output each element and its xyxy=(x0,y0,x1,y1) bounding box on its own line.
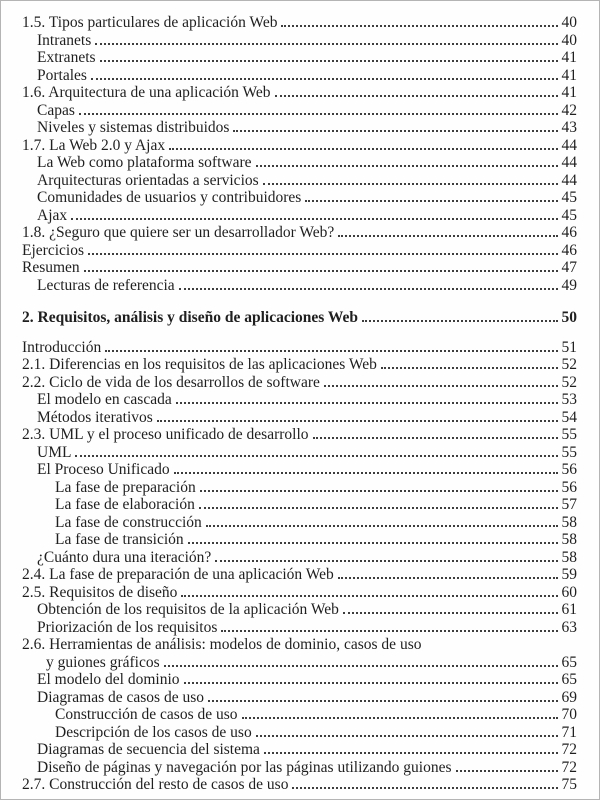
toc-entry xyxy=(22,84,577,102)
entry-page-number: 52 xyxy=(561,356,577,373)
toc-entry xyxy=(22,172,577,190)
toc-entry xyxy=(22,154,577,172)
dotted-leader xyxy=(184,682,558,684)
entry-page-number: 51 xyxy=(561,338,577,356)
toc-chapter-heading xyxy=(22,309,577,327)
entry-title: Capas xyxy=(37,101,75,119)
entry-page-number: 40 xyxy=(561,31,577,49)
toc-entry xyxy=(22,391,577,409)
entry-page-number: 53 xyxy=(561,391,577,408)
toc-entry xyxy=(22,277,577,295)
dotted-leader xyxy=(88,253,558,255)
entry-title: 1.8. ¿Seguro que quiere ser un desarrollador Web? xyxy=(22,224,335,241)
entry-page-number: 72 xyxy=(561,758,577,776)
dotted-leader xyxy=(256,165,558,167)
dotted-leader xyxy=(188,542,558,544)
dotted-leader xyxy=(91,78,558,80)
entry-page-number: 46 xyxy=(561,241,577,259)
toc-entry xyxy=(22,479,577,497)
dotted-leader xyxy=(200,490,558,492)
dotted-leader xyxy=(174,472,558,474)
dotted-leader xyxy=(456,770,558,772)
entry-title: La Web como plataforma software xyxy=(37,154,252,171)
toc-entry xyxy=(22,102,577,120)
entry-title: ¿Cuánto dura una iteración? xyxy=(37,548,212,566)
entry-title: El modelo del dominio xyxy=(37,671,180,688)
dotted-leader xyxy=(95,43,557,45)
entry-title: La fase de preparación xyxy=(55,478,196,496)
toc-entry xyxy=(22,776,577,794)
toc-entry xyxy=(22,619,577,637)
entry-page-number: 69 xyxy=(561,688,577,706)
dotted-leader xyxy=(100,60,558,62)
entry-title: Diagramas de casos de uso xyxy=(37,688,205,706)
entry-page-number: 75 xyxy=(561,776,577,793)
toc-entry xyxy=(22,119,577,137)
toc-entry xyxy=(22,242,577,260)
dotted-leader xyxy=(206,525,558,527)
entry-title: La fase de elaboración xyxy=(55,496,195,513)
entry-title: Niveles y sistemas distribuidos xyxy=(37,119,230,136)
dotted-leader xyxy=(181,595,557,597)
dotted-leader xyxy=(233,130,557,132)
dotted-leader xyxy=(79,113,558,115)
dotted-leader xyxy=(305,200,557,202)
dotted-leader xyxy=(324,385,558,387)
toc-entry xyxy=(22,461,577,479)
entry-title: Construcción de casos de uso xyxy=(55,706,238,723)
dotted-leader xyxy=(199,507,558,509)
dotted-leader xyxy=(71,218,557,220)
entry-page-number: 44 xyxy=(561,136,577,154)
entry-title: Obtención de los requisitos de la aplicación Web xyxy=(37,601,339,618)
entry-page-number: 50 xyxy=(561,309,577,326)
entry-page-number: 40 xyxy=(561,14,577,31)
toc-entry xyxy=(22,601,577,619)
entry-page-number: 65 xyxy=(561,653,577,671)
entry-page-number: 65 xyxy=(561,671,577,688)
entry-page-number: 52 xyxy=(561,373,577,391)
toc-entry xyxy=(22,339,577,357)
dotted-leader xyxy=(263,183,558,185)
entry-page-number: 58 xyxy=(561,531,577,548)
toc-entry xyxy=(22,32,577,50)
entry-title: Lecturas de referencia xyxy=(37,276,175,294)
entry-page-number: 57 xyxy=(561,496,577,513)
entry-page-number: 41 xyxy=(561,84,577,101)
entry-title: La fase de construcción xyxy=(55,513,202,531)
dotted-leader xyxy=(275,95,558,97)
entry-title: 2.6. Herramientas de análisis: modelos de dominio, casos de uso xyxy=(22,636,422,653)
dotted-leader xyxy=(242,717,558,719)
entry-title: El Proceso Unificado xyxy=(37,461,170,478)
entry-page-number: 56 xyxy=(561,478,577,496)
entry-page-number: 70 xyxy=(561,706,577,723)
entry-title: 2.5. Requisitos de diseño xyxy=(22,583,178,601)
entry-title: 2.4. La fase de preparación de una aplicación Web xyxy=(22,566,334,583)
dotted-leader xyxy=(292,787,557,789)
dotted-leader xyxy=(281,25,557,27)
entry-page-number: 42 xyxy=(561,101,577,119)
dotted-leader xyxy=(157,420,558,422)
toc-entry xyxy=(22,689,577,707)
entry-title: 2.3. UML y el proceso unificado de desarrollo xyxy=(22,426,309,443)
dotted-leader xyxy=(313,437,558,439)
entry-title: Diseño de páginas y navegación por las páginas utilizando guiones xyxy=(37,758,452,776)
entry-title: Arquitecturas orientadas a servicios xyxy=(37,171,259,189)
entry-page-number: 49 xyxy=(561,276,577,294)
entry-page-number: 56 xyxy=(561,461,577,478)
toc-entry xyxy=(22,671,577,689)
toc-entry xyxy=(22,14,577,32)
toc-entry xyxy=(22,496,577,514)
dotted-leader xyxy=(84,270,558,272)
toc-entry xyxy=(22,654,577,672)
dotted-leader xyxy=(338,235,557,237)
entry-title: Ejercicios xyxy=(22,241,84,259)
dotted-leader xyxy=(169,148,557,150)
entry-page-number: 60 xyxy=(561,583,577,601)
toc-entry xyxy=(22,741,577,759)
toc-entry xyxy=(22,636,577,654)
entry-page-number: 63 xyxy=(561,618,577,636)
dotted-leader xyxy=(256,735,558,737)
toc-entry xyxy=(22,531,577,549)
dotted-leader xyxy=(343,612,558,614)
entry-title: Extranets xyxy=(37,49,96,66)
toc-entry xyxy=(22,444,577,462)
entry-page-number: 47 xyxy=(561,259,577,276)
entry-page-number: 44 xyxy=(561,171,577,189)
toc-entry xyxy=(22,356,577,374)
dotted-leader xyxy=(176,402,558,404)
dotted-leader xyxy=(164,665,558,667)
entry-page-number: 71 xyxy=(561,723,577,741)
entry-page-number: 45 xyxy=(561,206,577,224)
toc-entry xyxy=(22,514,577,532)
entry-title: Priorización de los requisitos xyxy=(37,618,218,636)
entry-title: Portales xyxy=(37,66,87,84)
dotted-leader xyxy=(105,350,557,352)
entry-title: y guiones gráficos xyxy=(46,653,160,671)
entry-title: La fase de transición xyxy=(55,531,184,548)
entry-title: El modelo en cascada xyxy=(37,391,172,408)
toc-entry xyxy=(22,549,577,567)
toc-entry xyxy=(22,189,577,207)
entry-title: Descripción de los casos de uso xyxy=(55,723,252,741)
entry-title: Resumen xyxy=(22,259,80,276)
entry-page-number: 54 xyxy=(561,408,577,426)
entry-page-number: 55 xyxy=(561,443,577,461)
toc-entry xyxy=(22,426,577,444)
dotted-leader xyxy=(75,455,557,457)
entry-title: Diagramas de secuencia del sistema xyxy=(37,741,260,758)
toc-entry xyxy=(22,207,577,225)
dotted-leader xyxy=(221,630,557,632)
toc-entry xyxy=(22,759,577,777)
dotted-leader xyxy=(179,288,558,290)
dotted-leader xyxy=(362,320,557,322)
entry-title: 2.7. Construcción del resto de casos de uso xyxy=(22,776,289,793)
entry-page-number: 43 xyxy=(561,119,577,136)
entry-title: Intranets xyxy=(37,31,92,49)
entry-page-number: 46 xyxy=(561,224,577,241)
entry-title: 1.5. Tipos particulares de aplicación Web xyxy=(22,14,278,31)
toc-entry xyxy=(22,724,577,742)
entry-title: Ajax xyxy=(37,206,68,224)
toc-entry xyxy=(22,409,577,427)
entry-title: 2.2. Ciclo de vida de los desarrollos de software xyxy=(22,373,320,391)
entry-title: Métodos iterativos xyxy=(37,408,153,426)
entry-title: UML xyxy=(37,443,72,461)
toc-entry xyxy=(22,224,577,242)
toc-entry xyxy=(22,374,577,392)
dotted-leader xyxy=(215,560,557,562)
toc-entry xyxy=(22,67,577,85)
dotted-leader xyxy=(338,577,558,579)
entry-page-number: 59 xyxy=(561,566,577,583)
dotted-leader xyxy=(264,752,558,754)
entry-page-number: 58 xyxy=(561,513,577,531)
entry-page-number: 41 xyxy=(561,66,577,84)
toc-entry xyxy=(22,706,577,724)
entry-page-number: 45 xyxy=(561,189,577,206)
toc-list xyxy=(22,14,577,794)
entry-title: 2.1. Diferencias en los requisitos de las aplicaciones Web xyxy=(22,356,377,373)
entry-page-number: 58 xyxy=(561,548,577,566)
toc-entry xyxy=(22,584,577,602)
toc-entry xyxy=(22,137,577,155)
entry-title: 2. Requisitos, análisis y diseño de aplicaciones Web xyxy=(22,309,359,326)
toc-entry xyxy=(22,49,577,67)
toc-entry xyxy=(22,259,577,277)
entry-page-number: 41 xyxy=(561,49,577,66)
entry-page-number: 55 xyxy=(561,426,577,443)
dotted-leader xyxy=(208,700,557,702)
entry-title: Comunidades de usuarios y contribuidores xyxy=(37,189,302,206)
entry-title: 1.6. Arquitectura de una aplicación Web xyxy=(22,84,271,101)
entry-title: 1.7. La Web 2.0 y Ajax xyxy=(22,136,166,154)
toc-entry xyxy=(22,566,577,584)
entry-page-number: 61 xyxy=(561,601,577,618)
dotted-leader xyxy=(381,367,558,369)
entry-title: Introducción xyxy=(22,338,102,356)
entry-page-number: 44 xyxy=(561,154,577,171)
entry-page-number: 72 xyxy=(561,741,577,758)
